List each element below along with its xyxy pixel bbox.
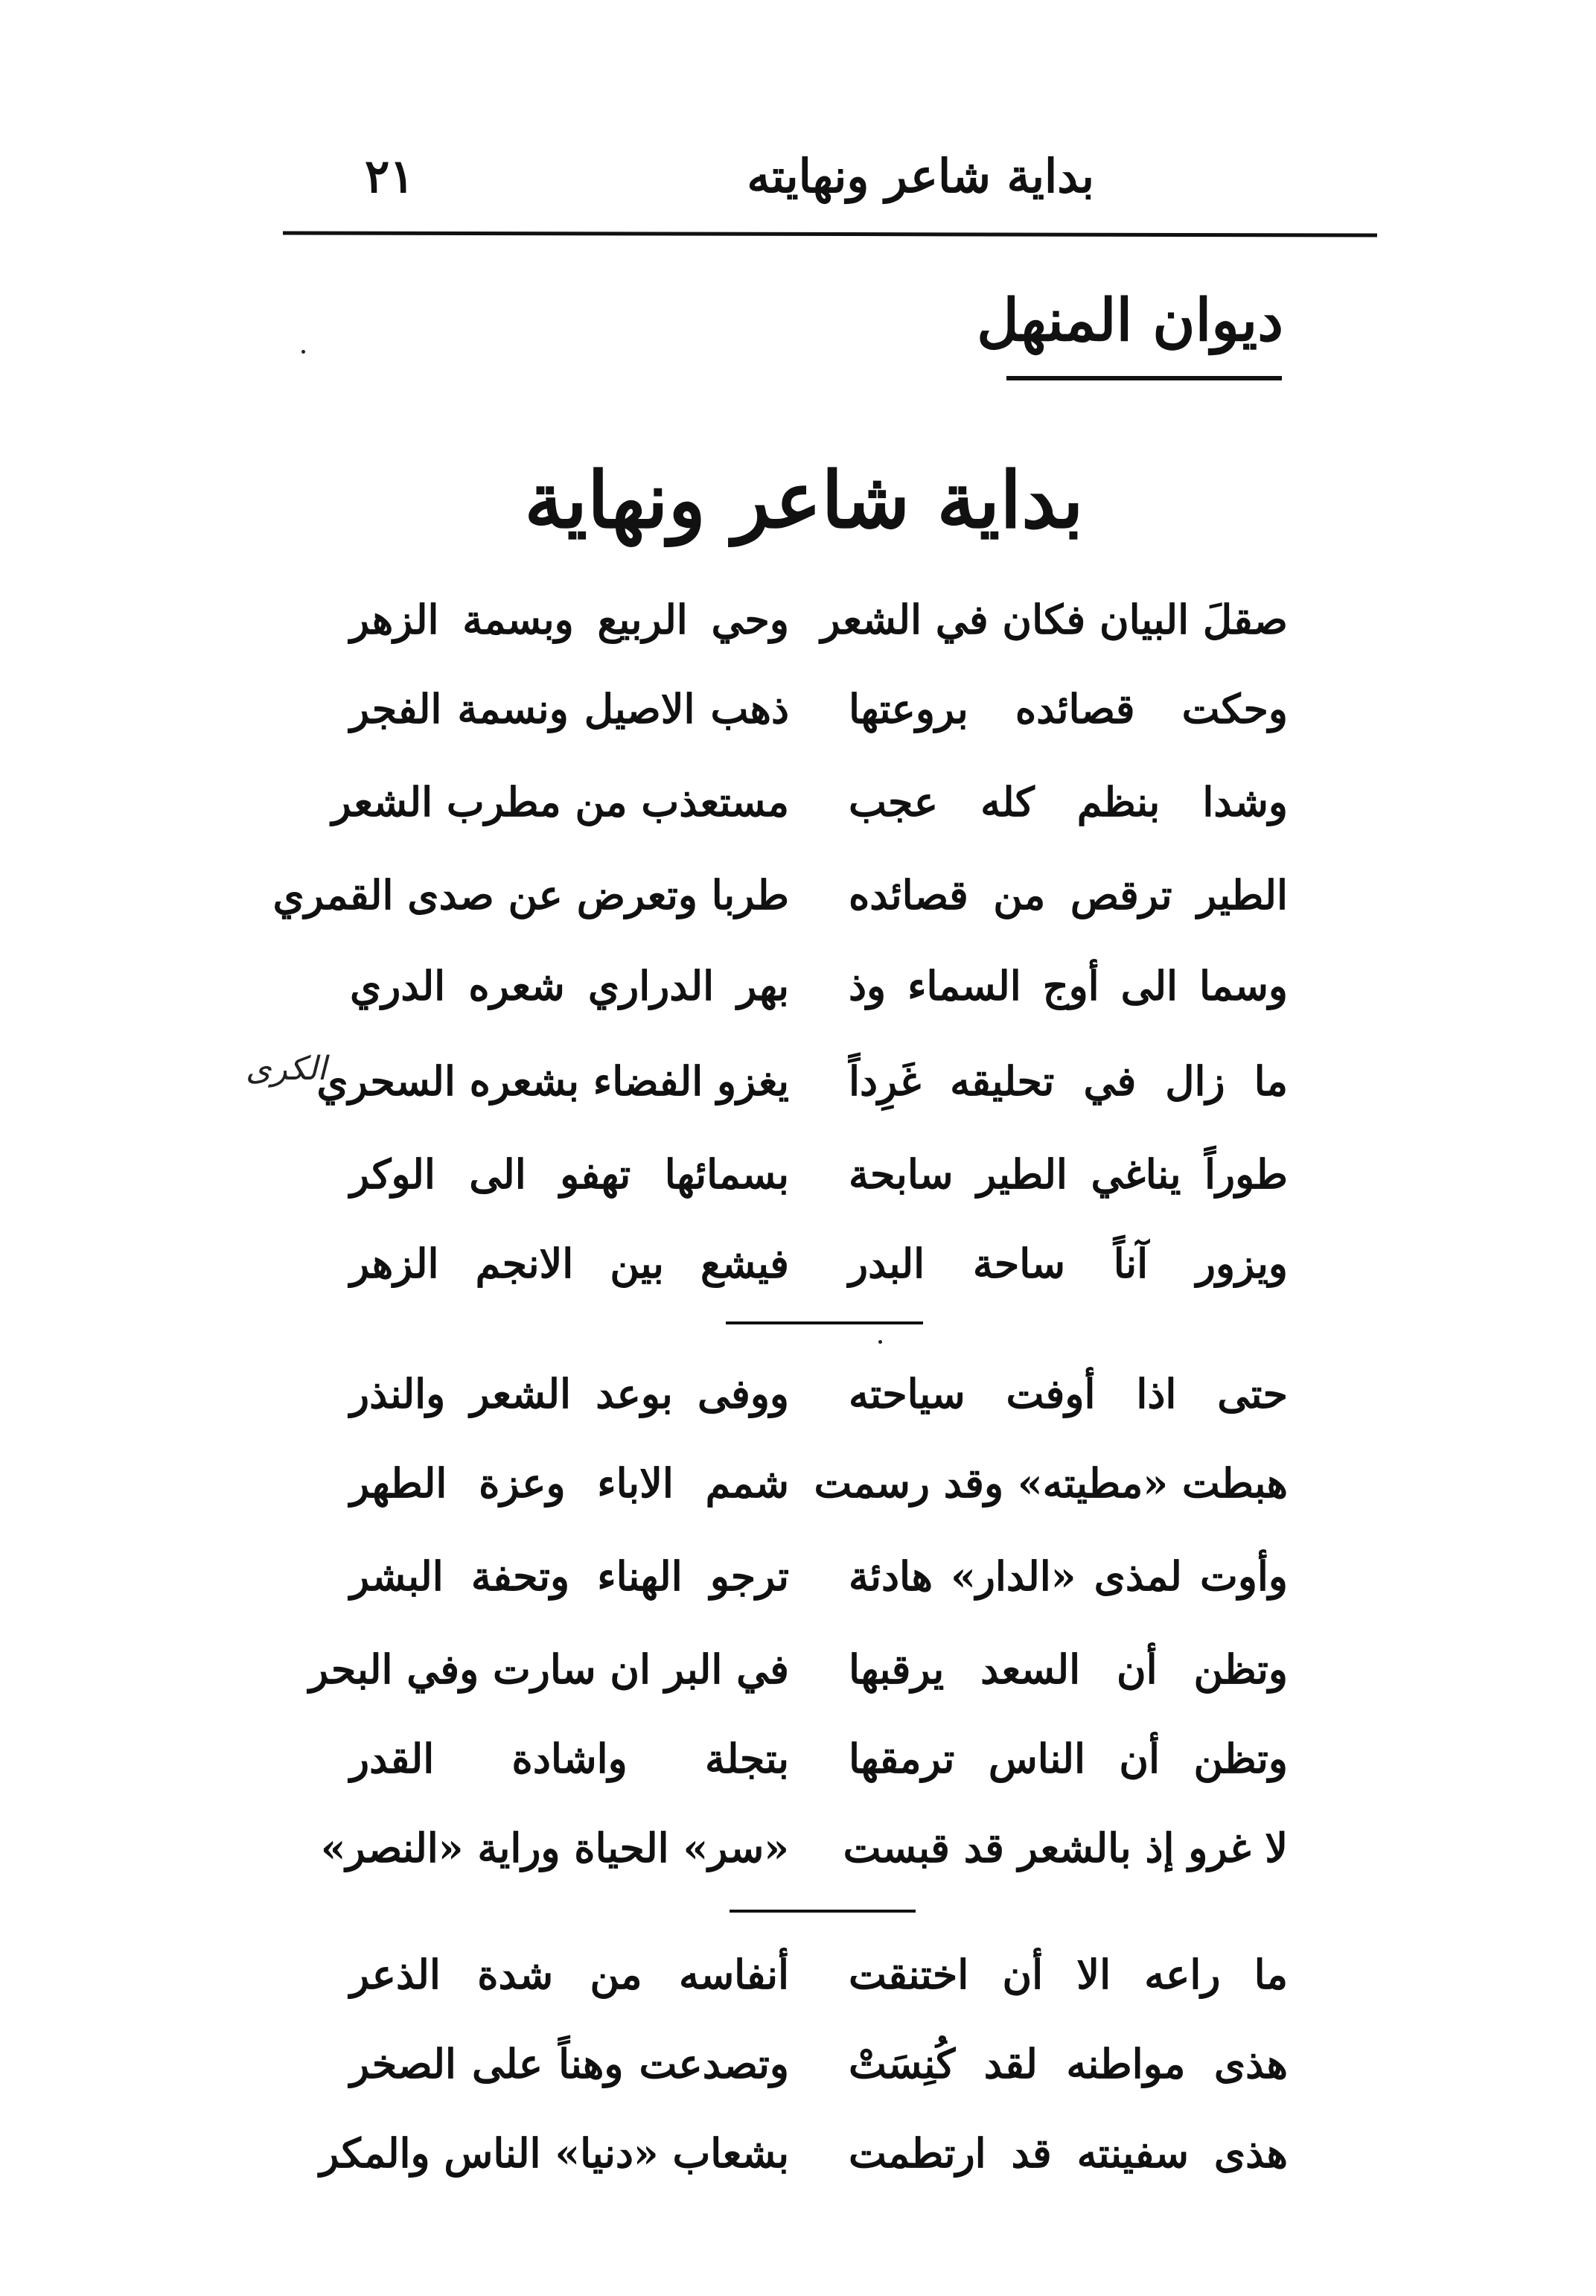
stanza-divider [726, 1321, 923, 1324]
verse [350, 685, 1288, 752]
second-hemistich: في البر ان سارت وفي البحر [309, 1645, 789, 1693]
running-header [283, 149, 1385, 231]
first-hemistich: هذى مواطنه لقد كُنِسَتْ [849, 2040, 1288, 2088]
first-hemistich: لا غرو إذ بالشعر قد قبست [843, 1824, 1288, 1872]
verse [350, 962, 1288, 1029]
verse [350, 596, 1288, 663]
first-hemistich: وحكت قصائده بروعتها [849, 685, 1288, 733]
second-hemistich: طربا وتعرض عن صدى القمري [272, 871, 789, 919]
verse [319, 2129, 1288, 2196]
first-hemistich: صقلَ البيان فكان في الشعر [820, 596, 1288, 643]
page-number: ٢١ [365, 149, 415, 203]
second-hemistich: بشعاب «دنيا» الناس والمكر [319, 2129, 789, 2177]
running-title: بداية شاعر ونهايته [747, 149, 1094, 203]
second-hemistich: وتصدعت وهناً على الصخر [350, 2040, 789, 2088]
second-hemistich: يغزو الفضاء بشعره السحري [316, 1057, 789, 1105]
verse [350, 1951, 1288, 2018]
second-hemistich: أنفاسه من شدة الذعر [350, 1951, 789, 1998]
verse [316, 1057, 1288, 1124]
second-hemistich: مستعذب من مطرب الشعر [331, 778, 789, 826]
first-hemistich: الطير ترقص من قصائده [849, 871, 1288, 919]
verse [309, 1645, 1288, 1712]
verse [320, 1824, 1288, 1891]
first-hemistich: ويزور آناً ساحة البدر [849, 1240, 1288, 1287]
first-hemistich: طوراً يناغي الطير سابحة [849, 1150, 1288, 1198]
header-rule [283, 231, 1377, 237]
second-hemistich: ذهب الاصيل ونسمة الفجر [350, 685, 789, 733]
verse [272, 871, 1288, 938]
verse [350, 1735, 1288, 1802]
second-hemistich: شمم الاباء وعزة الطهر [350, 1459, 789, 1507]
first-hemistich: هبطت «مطيته» وقد رسمت [814, 1459, 1288, 1507]
verse [331, 778, 1288, 845]
verse [350, 2040, 1288, 2107]
first-hemistich: وأوت لمذى «الدار» هادئة [849, 1552, 1288, 1600]
second-hemistich: «سر» الحياة وراية «النصر» [320, 1824, 789, 1872]
first-hemistich: وسما الى أوج السماء وذ [849, 962, 1288, 1010]
second-hemistich: فيشع بين الانجم الزهر [350, 1240, 789, 1287]
first-hemistich: وتظن أن السعد يرقبها [849, 1645, 1288, 1693]
first-hemistich: ما زال في تحليقه غَرِداً [849, 1057, 1288, 1105]
first-hemistich: وشدا بنظم كله عجب [849, 778, 1288, 826]
first-hemistich: وتظن أن الناس ترمقها [849, 1735, 1288, 1782]
first-hemistich: هذى سفينته قد ارتطمت [849, 2129, 1288, 2177]
verse [350, 1552, 1288, 1619]
second-hemistich: وحي الربيع وبسمة الزهر [350, 596, 789, 643]
verse [350, 1150, 1288, 1217]
second-hemistich: بسمائها تهفو الى الوكر [350, 1150, 789, 1198]
second-hemistich: بتجلة واشادة القدر [350, 1735, 789, 1782]
second-hemistich: ووفى بوعد الشعر والنذر [350, 1370, 789, 1418]
section-title-underline [1006, 376, 1282, 380]
second-hemistich: ترجو الهناء وتحفة البشر [350, 1552, 789, 1600]
first-hemistich: ما راعه الا أن اختنقت [849, 1951, 1288, 1998]
scan-speck [878, 1340, 882, 1344]
verse [350, 1240, 1288, 1307]
verse [350, 1459, 1288, 1526]
handwritten-margin-note: الكرى [246, 1050, 327, 1088]
stanza-divider [730, 1910, 916, 1913]
second-hemistich: بهر الدراري شعره الدري [350, 962, 789, 1010]
poem-title: بداية شاعر ونهاية [524, 454, 1084, 546]
scan-speck [301, 350, 305, 354]
section-title: ديوان المنهل [977, 287, 1283, 354]
verse [350, 1370, 1288, 1437]
first-hemistich: حتى اذا أوفت سياحته [849, 1370, 1288, 1418]
